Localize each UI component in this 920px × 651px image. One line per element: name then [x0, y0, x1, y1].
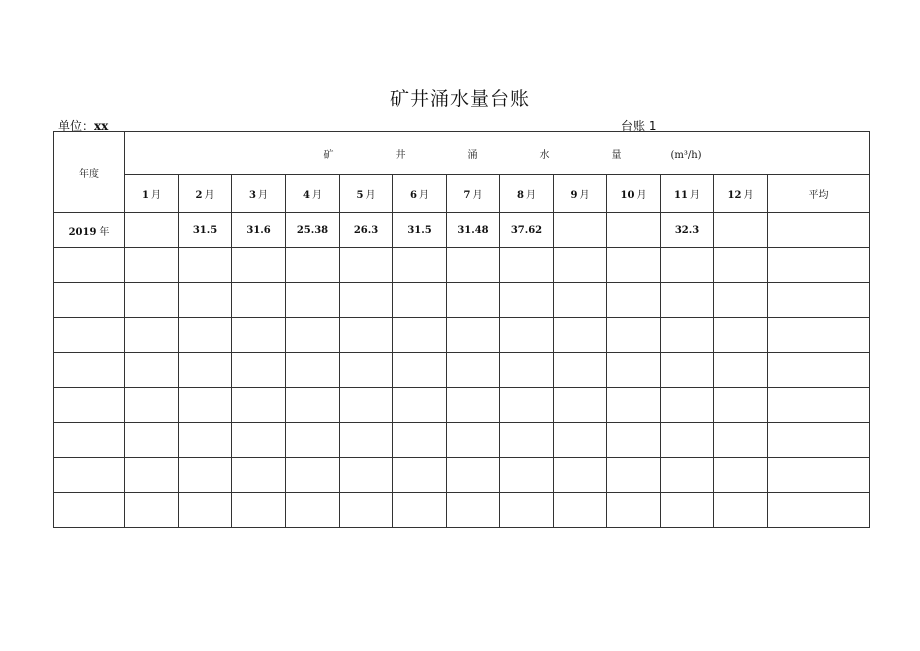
month-number: 10	[620, 190, 635, 201]
average-cell	[768, 423, 870, 458]
month-value-cell	[286, 283, 340, 318]
header-row-group	[54, 132, 870, 175]
month-value-cell	[607, 283, 661, 318]
month-value-cell	[500, 458, 554, 493]
month-value-cell	[447, 423, 500, 458]
month-value-cell	[661, 388, 714, 423]
year-cell	[54, 423, 125, 458]
group-header-char: 井	[395, 149, 406, 161]
month-value-cell	[393, 353, 447, 388]
page-title: 矿井涌水量台账	[389, 88, 530, 110]
month-value-cell	[661, 423, 714, 458]
month-value-cell	[286, 493, 340, 528]
month-value-cell	[447, 388, 500, 423]
month-value-cell	[125, 353, 179, 388]
month-value-cell	[554, 388, 607, 423]
month-value-cell	[500, 318, 554, 353]
month-suffix: 月	[525, 190, 536, 201]
month-value-cell: 37.62	[500, 213, 554, 248]
month-value-cell	[125, 318, 179, 353]
month-value-cell	[232, 388, 286, 423]
average-cell	[768, 353, 870, 388]
header-row-months	[54, 175, 870, 213]
month-header-cell	[393, 175, 447, 213]
year-cell	[54, 283, 125, 318]
month-number: 8	[517, 190, 524, 201]
month-value-cell	[500, 388, 554, 423]
month-value-cell	[447, 248, 500, 283]
month-value-cell	[554, 493, 607, 528]
month-value-cell	[714, 458, 768, 493]
month-value-cell	[714, 423, 768, 458]
table-row	[54, 458, 870, 493]
month-value-cell	[340, 318, 393, 353]
table-row	[54, 248, 870, 283]
month-value-cell	[232, 458, 286, 493]
month-value-cell	[714, 353, 768, 388]
month-suffix: 月	[257, 190, 268, 201]
month-value-cell	[447, 283, 500, 318]
month-value-cell	[554, 423, 607, 458]
month-number: 7	[463, 190, 471, 201]
month-header-cell	[607, 175, 661, 213]
month-value-cell	[393, 388, 447, 423]
month-suffix: 月	[472, 190, 483, 201]
table-row	[54, 423, 870, 458]
month-number: 9	[570, 190, 578, 201]
table-row	[54, 493, 870, 528]
month-value-cell: 31.5	[179, 213, 232, 248]
month-value-cell	[554, 458, 607, 493]
year-header-cell	[54, 132, 125, 213]
month-value-cell	[714, 248, 768, 283]
unit-value: xx	[94, 119, 109, 133]
average-cell	[768, 458, 870, 493]
month-value-cell	[179, 388, 232, 423]
month-value-cell: 32.3	[661, 213, 714, 248]
month-value-cell	[661, 493, 714, 528]
month-value-cell	[607, 353, 661, 388]
month-value-cell	[340, 248, 393, 283]
average-cell	[768, 388, 870, 423]
group-header-char: 水	[539, 149, 550, 161]
month-header-cell	[714, 175, 768, 213]
month-value-cell	[286, 248, 340, 283]
average-cell	[768, 318, 870, 353]
year-cell	[54, 353, 125, 388]
month-value-cell	[125, 423, 179, 458]
month-suffix: 月	[418, 190, 429, 201]
month-header-cell	[340, 175, 393, 213]
table-row	[54, 213, 870, 248]
month-header-cell	[500, 175, 554, 213]
month-value-cell	[125, 248, 179, 283]
year-number: 2019	[68, 226, 97, 238]
month-value-cell	[393, 318, 447, 353]
table-row	[54, 283, 870, 318]
month-header-cell	[232, 175, 286, 213]
month-number: 4	[303, 190, 310, 201]
month-value-cell	[607, 248, 661, 283]
month-suffix: 月	[743, 190, 754, 201]
month-value-cell	[179, 458, 232, 493]
month-value-cell	[125, 283, 179, 318]
month-suffix: 月	[204, 190, 215, 201]
month-value-cell	[340, 388, 393, 423]
month-value-cell	[286, 423, 340, 458]
month-header-cell	[661, 175, 714, 213]
month-value-cell	[661, 283, 714, 318]
average-cell	[768, 213, 870, 248]
ledger-number: 台账 1	[621, 119, 657, 133]
month-value-cell	[179, 423, 232, 458]
month-suffix: 月	[150, 190, 161, 201]
year-cell	[54, 213, 125, 248]
month-number: 6	[410, 190, 417, 201]
month-suffix: 月	[689, 190, 700, 201]
month-value-cell: 26.3	[340, 213, 393, 248]
month-value-cell	[500, 283, 554, 318]
year-cell	[54, 248, 125, 283]
month-header-cell	[179, 175, 232, 213]
group-header-char: 量	[611, 149, 622, 161]
month-number: 3	[249, 190, 256, 201]
month-value-cell	[714, 388, 768, 423]
month-suffix: 月	[636, 190, 647, 201]
month-suffix: 月	[579, 190, 590, 201]
month-value-cell	[179, 493, 232, 528]
month-value-cell	[714, 283, 768, 318]
month-value-cell: 31.48	[447, 213, 500, 248]
average-header: 平均	[808, 190, 829, 201]
month-value-cell	[125, 493, 179, 528]
month-value-cell	[179, 353, 232, 388]
month-value-cell	[714, 213, 768, 248]
year-suffix: 年	[99, 226, 110, 238]
month-header-cell	[447, 175, 500, 213]
month-value-cell	[340, 423, 393, 458]
month-value-cell	[554, 353, 607, 388]
month-header-cell	[286, 175, 340, 213]
water-inflow-ledger-table	[53, 131, 870, 528]
table-row	[54, 353, 870, 388]
month-suffix: 月	[311, 190, 322, 201]
month-value-cell	[393, 248, 447, 283]
month-value-cell	[393, 423, 447, 458]
month-value-cell	[661, 458, 714, 493]
month-value-cell	[554, 213, 607, 248]
month-value-cell: 25.38	[286, 213, 340, 248]
month-value-cell	[607, 318, 661, 353]
month-value-cell	[125, 388, 179, 423]
month-value-cell	[500, 353, 554, 388]
month-value-cell	[661, 248, 714, 283]
month-number: 11	[674, 190, 688, 201]
month-value-cell	[607, 213, 661, 248]
month-value-cell	[607, 493, 661, 528]
month-value-cell	[554, 318, 607, 353]
month-value-cell	[232, 248, 286, 283]
month-value-cell	[286, 388, 340, 423]
month-value-cell	[607, 458, 661, 493]
month-value-cell	[393, 283, 447, 318]
month-value-cell	[554, 248, 607, 283]
average-cell	[768, 493, 870, 528]
year-cell	[54, 493, 125, 528]
month-value-cell	[661, 353, 714, 388]
month-value-cell	[179, 283, 232, 318]
month-value-cell	[232, 283, 286, 318]
month-value-cell	[340, 353, 393, 388]
year-cell	[54, 318, 125, 353]
month-value-cell	[125, 458, 179, 493]
month-value-cell	[286, 458, 340, 493]
month-value-cell	[554, 283, 607, 318]
year-cell	[54, 458, 125, 493]
month-value-cell	[179, 318, 232, 353]
group-header-char: 涌	[467, 149, 478, 161]
year-header: 年度	[79, 168, 99, 180]
month-header-cell	[125, 175, 179, 213]
unit-label: 单位：	[58, 119, 95, 133]
month-value-cell	[500, 423, 554, 458]
month-value-cell	[232, 318, 286, 353]
month-value-cell	[340, 493, 393, 528]
month-number: 2	[195, 190, 203, 201]
group-header-unit: (m³/h)	[670, 149, 702, 161]
group-header-cell	[125, 132, 870, 175]
month-value-cell	[286, 353, 340, 388]
month-value-cell: 31.6	[232, 213, 286, 248]
month-value-cell	[393, 458, 447, 493]
average-cell	[768, 248, 870, 283]
month-value-cell	[340, 458, 393, 493]
month-number: 5	[356, 190, 364, 201]
month-value-cell	[232, 493, 286, 528]
month-value-cell	[714, 493, 768, 528]
month-value-cell	[607, 388, 661, 423]
month-value-cell	[125, 213, 179, 248]
month-value-cell: 31.5	[393, 213, 447, 248]
month-value-cell	[447, 458, 500, 493]
month-number: 1	[142, 190, 149, 201]
month-value-cell	[393, 493, 447, 528]
month-value-cell	[661, 318, 714, 353]
average-header-cell	[768, 175, 870, 213]
month-value-cell	[179, 248, 232, 283]
month-number: 12	[727, 190, 742, 201]
month-value-cell	[340, 283, 393, 318]
month-value-cell	[447, 353, 500, 388]
month-suffix: 月	[365, 190, 376, 201]
month-value-cell	[232, 353, 286, 388]
year-cell	[54, 388, 125, 423]
month-value-cell	[500, 493, 554, 528]
month-header-cell	[554, 175, 607, 213]
group-header-char: 矿	[323, 149, 334, 161]
month-value-cell	[607, 423, 661, 458]
month-value-cell	[232, 423, 286, 458]
table-row	[54, 318, 870, 353]
month-value-cell	[286, 318, 340, 353]
month-value-cell	[714, 318, 768, 353]
average-cell	[768, 283, 870, 318]
month-value-cell	[500, 248, 554, 283]
month-value-cell	[447, 493, 500, 528]
table-row	[54, 388, 870, 423]
month-value-cell	[447, 318, 500, 353]
